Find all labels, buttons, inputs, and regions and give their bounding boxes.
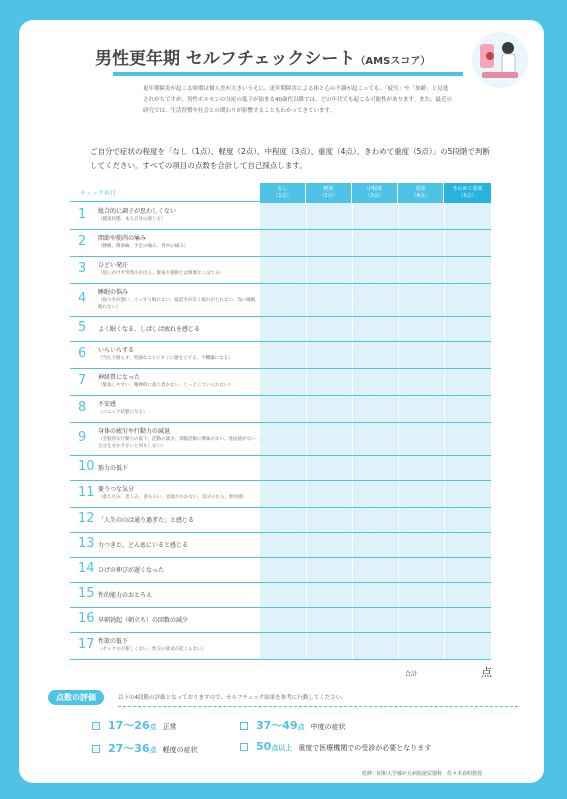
cell-divider: [398, 230, 399, 256]
cell-divider: [352, 423, 353, 455]
row-subtext: （寝つきが悪い、ぐっすり眠れない、寝起きが早く疲れがとれない、浅い睡眠、眠れない）: [98, 298, 260, 310]
row-text: ひげの伸びが遅くなった: [98, 567, 165, 574]
cell-divider: [398, 203, 399, 229]
cell-divider: [398, 342, 399, 368]
row-number: 12: [78, 511, 95, 526]
row-text: 力つきた、どん底にいると感じる: [98, 542, 189, 549]
table-row: [70, 317, 491, 342]
row-text: 早朝勃起（朝立ち）の回数の減少: [98, 617, 189, 624]
row-item: [98, 261, 263, 277]
col-extreme: きわめて重度 （5点）: [444, 183, 491, 203]
cell-divider: [306, 317, 307, 341]
cell-divider: [398, 633, 399, 659]
score-cells[interactable]: [260, 633, 491, 659]
cell-divider: [398, 533, 399, 557]
cell-divider: [306, 230, 307, 256]
score-cells[interactable]: [260, 369, 491, 395]
cell-divider: [352, 203, 353, 229]
cell-divider: [398, 481, 399, 507]
row-item: [98, 373, 263, 389]
score-cells[interactable]: [260, 203, 491, 229]
eval-normal: 17〜26点 正常: [92, 717, 177, 733]
row-text: 筋力の低下: [98, 465, 129, 472]
cell-divider: [306, 203, 307, 229]
row-subtext: （セックスが楽しくない、性交の欲求が起こらない）: [98, 647, 206, 652]
total-unit: 点: [481, 666, 492, 679]
table-row: [70, 203, 491, 230]
row-text: 性欲の低下: [98, 638, 129, 645]
cell-divider: [444, 230, 445, 256]
cell-divider: [444, 203, 445, 229]
eval-severe: 50点以上 重度で医療機関での受診が必要となります: [240, 740, 431, 753]
score-cells[interactable]: [260, 257, 491, 283]
cell-divider: [444, 456, 445, 480]
row-item: [98, 427, 263, 450]
table-row: [70, 583, 491, 608]
cell-divider: [352, 481, 353, 507]
cell-divider: [398, 257, 399, 283]
row-number: 13: [78, 536, 95, 551]
cell-divider: [444, 396, 445, 422]
cell-divider: [398, 317, 399, 341]
row-subtext: （緊張しやすい、精神的に落ち着かない、じっとしていられない）: [98, 383, 233, 388]
row-item: [98, 616, 263, 625]
cell-divider: [306, 369, 307, 395]
row-number: 17: [78, 637, 95, 652]
cell-divider: [352, 230, 353, 256]
cell-divider: [398, 423, 399, 455]
score-cells[interactable]: [260, 481, 491, 507]
cell-divider: [444, 423, 445, 455]
row-item: [98, 591, 263, 600]
col-mild: 軽度 （2点）: [306, 183, 351, 203]
cell-divider: [306, 583, 307, 607]
row-item: [98, 637, 263, 653]
cell-divider: [444, 558, 445, 582]
cell-divider: [306, 558, 307, 582]
cell-divider: [306, 396, 307, 422]
row-text: 性的能力のおとろえ: [98, 592, 153, 599]
cell-divider: [398, 456, 399, 480]
row-item: [98, 566, 263, 575]
row-number: 10: [78, 459, 95, 474]
row-text: 身体の疲労や行動力の減退: [98, 428, 171, 435]
cell-divider: [352, 456, 353, 480]
cell-divider: [444, 608, 445, 632]
score-cells[interactable]: [260, 608, 491, 632]
row-text: ひどい発汗: [98, 262, 129, 269]
checkbox-icon: [92, 722, 100, 730]
table-row: [70, 257, 491, 284]
eval-mild: 27〜36点 軽度の症状: [92, 740, 198, 756]
cell-divider: [352, 508, 353, 532]
cell-divider: [306, 533, 307, 557]
table-body: [70, 203, 491, 660]
table-row: [70, 396, 491, 423]
cell-divider: [352, 633, 353, 659]
row-number: 6: [78, 346, 87, 361]
row-subtext: （当たり散らす、些細なことにすぐに腹を立てる、不機嫌になる）: [98, 356, 233, 361]
row-text: 関節や筋肉の痛み: [98, 235, 147, 242]
checkbox-icon: [240, 743, 248, 751]
checkbox-icon: [240, 722, 248, 730]
cell-divider: [352, 284, 353, 316]
table-row: [70, 608, 491, 633]
title-underline: [113, 72, 463, 76]
total-label: 合計: [405, 671, 418, 678]
row-text: 「人生の山は通り過ぎた」と感じる: [98, 517, 195, 524]
intro-text: 更年期障害が起こる時期は個人差が大きいうえに、更年期障害による体と心の不調が起こっても、「疲労」や「加齢」と見逃されがちですが、男性ホルモンの分泌の低下が始まる40歳代以降では、どの年代でも起こる可能性があります。また、最近の研究では、生活習慣や社会との関わりが影響することもわかってきています。: [143, 86, 453, 114]
doctor-illustration: [472, 32, 528, 88]
row-text: よく眠くなる、しばしば疲れを感じる: [98, 326, 201, 333]
score-cells[interactable]: [260, 533, 491, 557]
title-main: 男性更年期 セルフチェックシート: [95, 49, 356, 69]
col-none: なし （1点）: [260, 183, 305, 203]
eval-moderate: 37〜49点 中度の症状: [240, 717, 346, 733]
table-row: [70, 423, 491, 456]
row-number: 2: [78, 234, 87, 249]
cell-divider: [398, 284, 399, 316]
check-table: [70, 183, 491, 660]
score-cells[interactable]: [260, 583, 491, 607]
row-subtext: （腰痛、関節痛、手足の痛み、背中の痛み）: [98, 244, 189, 249]
cell-divider: [306, 257, 307, 283]
header-rule: [70, 201, 260, 202]
cell-divider: [352, 608, 353, 632]
row-subtext: （思いがけず突然汗が出る、緊張や運動とは関係なくほてる）: [98, 271, 224, 276]
row-number: 15: [78, 586, 95, 601]
cell-divider: [306, 508, 307, 532]
cell-divider: [398, 558, 399, 582]
supervisor-credit: 監修：昭和大学藤が丘病院泌尿器科 佐々木春明教授: [362, 771, 483, 777]
header-label: チェック項目: [80, 190, 116, 197]
cell-divider: [444, 257, 445, 283]
cell-divider: [352, 317, 353, 341]
score-cells[interactable]: [260, 508, 491, 532]
cell-divider: [444, 284, 445, 316]
cell-divider: [444, 342, 445, 368]
row-number: 3: [78, 261, 87, 276]
cell-divider: [398, 369, 399, 395]
row-text: 神経質になった: [98, 374, 141, 381]
cell-divider: [352, 257, 353, 283]
row-item: [98, 234, 263, 250]
table-row: [70, 633, 491, 660]
row-subtext: （落ち込み、悲しみ、涙もろい、意欲がわかない、気分のむら、無用感）: [98, 495, 248, 500]
row-text: 憂うつな気分: [98, 486, 135, 493]
cell-divider: [398, 396, 399, 422]
cell-divider: [444, 583, 445, 607]
cell-divider: [352, 583, 353, 607]
cell-divider: [398, 583, 399, 607]
cell-divider: [352, 533, 353, 557]
cell-divider: [444, 481, 445, 507]
row-text: いらいらする: [98, 347, 135, 354]
evaluation-note: 以下の4段階の評価となっておりますので、セルフチェック結果を参考に行動してください。: [118, 695, 347, 701]
cell-divider: [306, 284, 307, 316]
col-severe: 重度 （4点）: [398, 183, 443, 203]
evaluation-divider: [118, 706, 518, 707]
row-item: [98, 346, 263, 362]
row-subtext: （全般的な行動力の低下、活動の減少、余暇活動に興味がない、達成感がない、自分をせかさないと何もしない）: [98, 437, 260, 449]
cell-divider: [444, 508, 445, 532]
row-text: 睡眠の悩み: [98, 289, 129, 296]
cell-divider: [444, 369, 445, 395]
table-row: [70, 456, 491, 481]
cell-divider: [444, 633, 445, 659]
cell-divider: [306, 423, 307, 455]
table-header: [70, 183, 491, 203]
row-text: 不安感: [98, 401, 117, 408]
checkbox-icon: [92, 745, 100, 753]
row-number: 1: [78, 207, 87, 222]
col-moderate: 中程度 （3点）: [352, 183, 397, 203]
row-item: [98, 485, 263, 501]
cell-divider: [306, 481, 307, 507]
title-suffix: （AMSスコア）: [355, 56, 431, 67]
cell-divider: [352, 369, 353, 395]
cell-divider: [398, 508, 399, 532]
score-cells[interactable]: [260, 284, 491, 316]
cell-divider: [306, 608, 307, 632]
row-text: 総合的に調子が思わしくない: [98, 208, 177, 215]
page-title: [95, 44, 431, 69]
cell-divider: [306, 342, 307, 368]
cell-divider: [398, 608, 399, 632]
row-item: [98, 288, 263, 311]
row-subtext: （パニック状態になる）: [98, 410, 148, 415]
table-row: [70, 481, 491, 508]
row-item: [98, 207, 263, 223]
row-number: 7: [78, 373, 87, 388]
table-row: [70, 342, 491, 369]
score-cells[interactable]: [260, 456, 491, 480]
row-subtext: （健康状態、本人自身の感じ方）: [98, 217, 166, 222]
cell-divider: [352, 342, 353, 368]
score-cells[interactable]: [260, 317, 491, 341]
row-number: 5: [78, 320, 87, 335]
row-number: 16: [78, 611, 95, 626]
cell-divider: [444, 317, 445, 341]
row-item: [98, 400, 263, 416]
evaluation-badge: 点数の評価: [48, 690, 104, 705]
row-item: [98, 464, 263, 473]
score-cells[interactable]: [260, 230, 491, 256]
cell-divider: [352, 396, 353, 422]
row-number: 14: [78, 561, 95, 576]
row-item: [98, 325, 263, 334]
instructions: ご自分で症状の程度を「なし（1点）、軽度（2点）、中程度（3点）、重度（4点）、きわめて重度（5点）」の5段階で判断してください。すべての項目の点数を合計して自己採点します。: [90, 147, 490, 170]
row-number: 11: [78, 485, 95, 500]
row-number: 8: [78, 400, 87, 415]
row-number: 4: [78, 291, 87, 306]
cell-divider: [444, 533, 445, 557]
table-row: [70, 508, 491, 533]
table-row: [70, 533, 491, 558]
row-item: [98, 516, 263, 525]
table-row: [70, 230, 491, 257]
cell-divider: [306, 633, 307, 659]
table-row: [70, 369, 491, 396]
score-cells[interactable]: [260, 423, 491, 455]
table-row: [70, 284, 491, 317]
score-cells[interactable]: [260, 342, 491, 368]
cell-divider: [306, 456, 307, 480]
table-row: [70, 558, 491, 583]
row-item: [98, 541, 263, 550]
score-cells[interactable]: [260, 558, 491, 582]
cell-divider: [352, 558, 353, 582]
score-cells[interactable]: [260, 396, 491, 422]
row-number: 9: [78, 430, 87, 445]
